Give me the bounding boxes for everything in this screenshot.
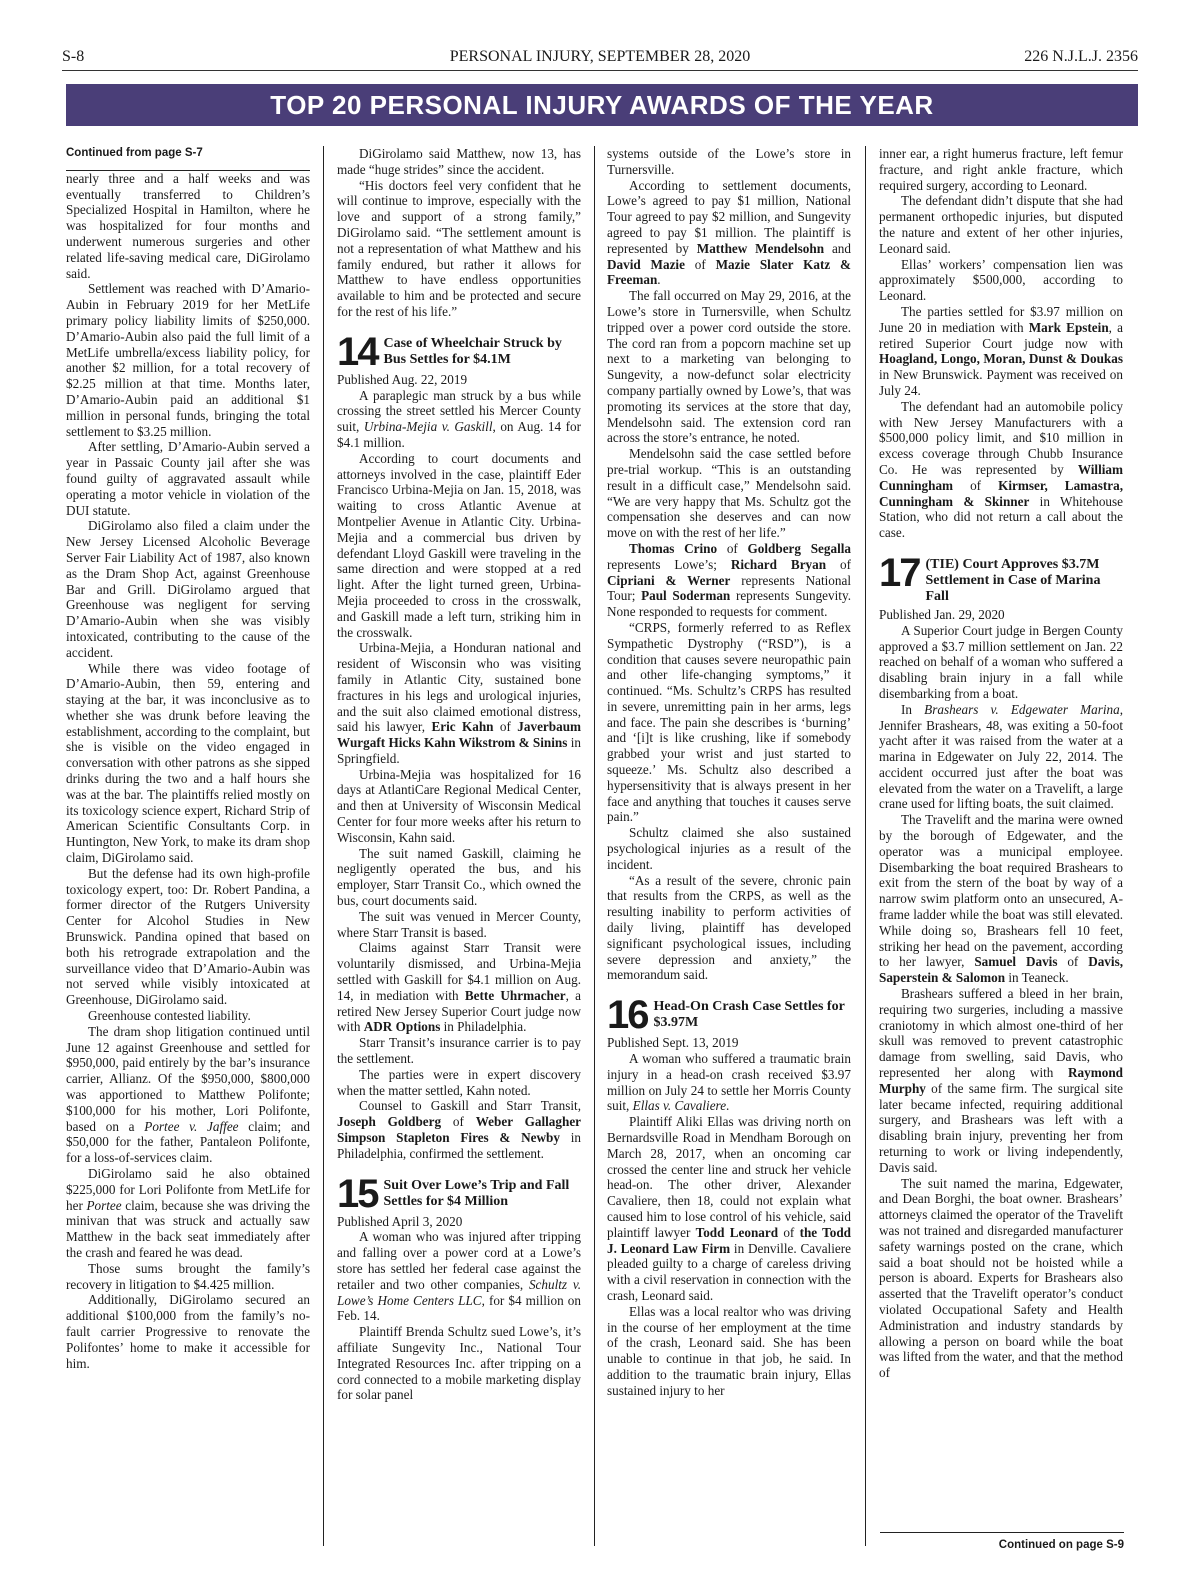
case-name: Schultz v. Lowe’s Home Centers LLC: [337, 1276, 581, 1308]
text-run: The dram shop litigation continued until June 12 against Greenhouse and settled for $950,000, paid entirely by the bar’s insurance carrier, Allianz. Of the $950,000, $800,000 was apportioned to Matthew Polifonte; $100,000 for his mother, Lori Polifonte, based on a: [66, 1023, 310, 1134]
mediator-name: Mark Epstein: [1028, 319, 1109, 335]
text-run: Plaintiff Aliki Ellas was driving north on Bernardsville Road in Mendham Borough on March 28, 2017, when an oncoming car crossed the center line and struck her vehicle head-on. The other driver, Alexander Cavaliere, then 18, could not explain what caused him to lose control of his vehicle, said plaintiff lawyer: [607, 1114, 851, 1240]
firm-name: ADR Options: [363, 1019, 441, 1035]
law-firm: the Todd J. Leonard Law Firm: [607, 1224, 851, 1256]
column-divider: [594, 146, 595, 1546]
paragraph: systems outside of the Lowe’s store in Turnersville.: [607, 146, 851, 177]
paragraph: The suit named Gaskill, claiming he negligently operated the bus, and his employer, Starr Transit Co., which owned the bus, court documents said.: [337, 845, 581, 909]
paragraph: After settling, D’Amario-Aubin served a year in Passaic County jail after she was found guilty of aggravated assault while operating a motor vehicle in violation of the DUI statute.: [66, 439, 310, 518]
text-run: Claims against Starr Transit were voluntarily dismissed, and Urbina-Mejia settled with Gaskill for $4.1 million on Aug. 14, in mediation with: [337, 940, 581, 1003]
paragraph: “His doctors feel very confident that he will continue to improve, especially with the love and support of a strong family,” DiGirolamo said. “The settlement amount is not a representation of what Matthew and his family endured, but rather it allows for Matthew to have endless opportunities available to him and be protected and secure for the rest of his life.”: [337, 177, 581, 319]
case-name: Brashears v. Edgewater Marina: [924, 701, 1120, 717]
paragraph: DiGirolamo said Matthew, now 13, has made “huge strides” since the accident.: [337, 146, 581, 177]
rank-number: 16: [607, 993, 648, 1038]
law-firm: Mazie Slater Katz & Freeman: [607, 256, 851, 288]
text-run: Counsel to Gaskill and Starr Transit,: [359, 1098, 581, 1114]
text-run: DiGirolamo said he also obtained $225,000 for Lori Polifonte from MetLife for her: [66, 1166, 310, 1213]
article-column-1: [66, 146, 310, 1546]
paragraph: The suit was venued in Mercer County, where Starr Transit is based.: [337, 908, 581, 940]
text-run: in Philadelphia.: [443, 1019, 527, 1035]
article-column-2: [337, 146, 581, 1546]
attorney-name: William Cunningham: [879, 461, 1123, 493]
law-firm: Kirmser, Lamastra, Cunningham & Skinner: [879, 477, 1123, 509]
item-16-heading: [607, 993, 851, 1038]
text-run: , on Aug. 14 for $4.1 million.: [337, 419, 581, 450]
rank-number: 14: [337, 329, 378, 374]
paragraph: inner ear, a right humerus fracture, left femur fracture, and right ankle fracture, which required surgery, according to Leonard.: [879, 146, 1123, 193]
published-date: Published Sept. 13, 2019: [607, 1035, 739, 1051]
text-run: in Springfield.: [337, 735, 581, 766]
text-run: represents National Tour;: [607, 572, 851, 604]
article-column-3: [607, 146, 851, 1546]
text-run: of: [840, 556, 851, 572]
headline: Head-On Crash Case Settles for $3.97M: [653, 999, 845, 1031]
attorney-name: Eric Kahn: [431, 719, 494, 735]
published-date: Published April 3, 2020: [337, 1213, 463, 1229]
paragraph: [607, 178, 851, 289]
paragraph: A Superior Court judge in Bergen County approved a $3.7 million settlement on Jan. 22 reached on behalf of a woman who suffered a disabling brain injury in a fall while disembarking from a boat.: [879, 622, 1123, 701]
headline: Case of Wheelchair Struck by Bus Settles for $4.1M: [383, 335, 562, 367]
paragraph: The defendant didn’t dispute that she had permanent orthopedic injuries, but disputed the nature and extent of her other injuries, Leonard said.: [879, 193, 1123, 256]
paragraph: [337, 640, 581, 766]
attorney-name: Joseph Goldberg: [337, 1114, 442, 1130]
header-rule: [62, 70, 1138, 71]
text-run: A woman who suffered a traumatic brain injury in a head-on crash received $3.97 million on July 24 to settle her Morris County suit,: [607, 1051, 851, 1114]
paragraph: According to court documents and attorneys involved in the case, plaintiff Eder Francisco Urbina-Mejia on Jan. 15, 2018, was waiting to cross Atlantic Avenue at Montpelier Avenue in Atlantic City. Urbina-Mejia and a commercial bus driven by defendant Lloyd Gaskill were traveling in the same direction and were stopped at a red light. After the light turned green, Urbina-Mejia proceeded to cross in the crosswalk, and Gaskill made a left turn, striking him in the crosswalk.: [337, 450, 581, 640]
headline: (TIE) Court Approves $3.7M Settlement in Case of Marina Fall: [925, 556, 1101, 604]
paragraph: [879, 812, 1123, 986]
item-17-heading: [879, 550, 1123, 605]
law-firm: Javerbaum Wurgaft Hicks Kahn Wikstrom & Sinins: [337, 719, 581, 751]
citation: 226 N.J.L.J. 2356: [1024, 48, 1138, 65]
law-firm: Goldberg Segalla: [747, 540, 851, 556]
paragraph: [879, 702, 1123, 813]
case-name: Portee v. Jaffee: [144, 1118, 239, 1134]
text-run: A paraplegic man struck by a bus while crossing the street settled his Mercer County suit,: [337, 387, 581, 435]
text-run: of: [970, 477, 982, 493]
paragraph: [337, 1098, 581, 1161]
paragraph: Settlement was reached with D’Amario-Aubin in February 2019 for her MetLife primary policy liability limits of $250,000. D’Amario-Aubin also paid the full limit of a MetLife umbrella/excess liability policy, for another $2 million, for a total recovery of $2.25 million at that time. Months later, D’Amario-Aubin paid an additional $1 million in personal funds, bringing the total settlement to $3.25 million.: [66, 281, 310, 439]
paragraph: The suit named the marina, Edgewater, and Dean Borghi, the boat owner. Brashears’ attorneys claimed the operator of the Travelift was not trained and disregarded manufacturer safety warnings posted on the crane, which said a boat should not be hoisted while a person is aboard. Experts for Brashears also asserted that the Travelift operator’s conduct violated Occupational Safety and Health Administration and industry standards by allowing a person on board while the boat was lifted from the water, and that the method of: [879, 1175, 1123, 1381]
law-firm: Weber Gallagher Simpson Stapleton Fires & Newby: [337, 1114, 581, 1146]
section-banner: TOP 20 PERSONAL INJURY AWARDS OF THE YEAR: [66, 84, 1138, 126]
text-run: in Denville. Cavaliere pleaded guilty to a charge of careless driving with a civil reservation in connection with the crash, Leonard said.: [607, 1240, 851, 1303]
paragraph: The fall occurred on May 29, 2016, at the Lowe’s store in Turnersville, when Schultz tripped over a power cord outside the store. The cord ran from a popcorn machine set up next to a marketing van belonging to Sungevity, a now-defunct solar electricity company partially owned by Lowe’s, that was promoting its services at the store that day, Mendelsohn said. The extension cord ran across the store’s entrance, he noted.: [607, 288, 851, 446]
paragraph: [66, 1166, 310, 1261]
paragraph: nearly three and a half weeks and was eventually transferred to Children’s Specialized Hospital in Hamilton, where he was hospitalized for four months and underwent numerous surgeries and other related life-saving medical care, DiGirolamo said.: [66, 170, 310, 281]
case-name: Portee: [86, 1197, 122, 1213]
paragraph: [337, 940, 581, 1035]
item-14-heading: [337, 329, 581, 374]
text-run: The parties settled for $3.97 million on June 20 in mediation with: [879, 303, 1123, 335]
item-15-heading: [337, 1171, 581, 1216]
paragraph: While there was video footage of D’Amario-Aubin, then 59, entering and staying at the bar, it was inconclusive as to whether she was drunk before leaving the establishment, according to the complaint, but she is visible on the video engaged in conversation with other patrons as she sipped drinks during the two and a half hours she was at the bar. The plaintiffs relied mostly on its toxicology science expert, Richard Strip of American Scientific Consultants Corp. in Huntington, New York, to make its dram shop claim, DiGirolamo said.: [66, 660, 310, 866]
attorney-name: Samuel Davis: [974, 954, 1058, 970]
section-title: PERSONAL INJURY, SEPTEMBER 28, 2020: [449, 48, 751, 65]
headline: Suit Over Lowe’s Trip and Fall Settles for $4 Million: [383, 1177, 570, 1209]
paragraph: [607, 541, 851, 620]
law-firm: Hoagland, Longo, Moran, Dunst & Doukas: [879, 351, 1123, 367]
paragraph: Ellas was a local realtor who was driving in the course of her employment at the time of the crash, Leonard said. She has been unable to continue in that job, he said. In addition to the traumatic brain injury, Ellas sustained injury to her: [607, 1303, 851, 1398]
text-run: and: [831, 240, 851, 256]
text-run: , a retired Superior Court judge now with: [879, 319, 1123, 351]
attorney-name: Paul Soderman: [641, 588, 731, 604]
law-firm: Davis, Saperstein & Salomon: [879, 954, 1123, 986]
text-run: of: [726, 540, 738, 556]
attorney-name: David Mazie: [607, 256, 685, 272]
paragraph: Plaintiff Brenda Schultz sued Lowe’s, it’s affiliate Sungevity Inc., National Tour Integrated Resources Inc. after tripping on a cord connected to a mobile marketing display for solar panel: [337, 1324, 581, 1403]
text-run: in Teaneck.: [1008, 970, 1069, 986]
paragraph: [879, 304, 1123, 399]
text-run: According to settlement documents, Lowe’s agreed to pay $1 million, National Tour agreed to pay $2 million, and Sungevity agreed to pay $1 million. The plaintiff is represented by: [607, 177, 851, 256]
published-date: Published Aug. 22, 2019: [337, 371, 468, 387]
text-run: in Philadelphia, confirmed the settlement.: [337, 1130, 581, 1161]
law-firm: Cipriani & Werner: [607, 572, 731, 588]
case-name: Urbina-Mejia v. Gaskill: [363, 419, 493, 435]
column-divider: [865, 146, 866, 1546]
published-date: Published Jan. 29, 2020: [879, 606, 1005, 622]
page-number: S-8: [62, 48, 85, 65]
page-folio: [62, 48, 1138, 70]
attorney-name: Todd Leonard: [695, 1224, 779, 1240]
text-run: .: [726, 1098, 730, 1114]
text-run: , a retired New Jersey Superior Court judge now with: [337, 987, 581, 1035]
paragraph: Those sums brought the family’s recovery in litigation to $4.425 million.: [66, 1260, 310, 1292]
text-run: Urbina-Mejia, a Honduran national and resident of Wisconsin who was visiting family in Atlantic City, sustained bone fractures in his legs and urological injuries, and the suit also claimed emotional distress, said his lawyer,: [337, 640, 581, 735]
paragraph: [607, 1114, 851, 1304]
paragraph: Ellas’ workers’ compensation lien was approximately $500,000, according to Leonard.: [879, 256, 1123, 304]
text-run: represents Sungevity. None responded to requests for comment.: [607, 588, 851, 620]
case-name: Ellas v. Cavaliere: [632, 1098, 727, 1114]
paragraph: Mendelsohn said the case settled before pre-trial workup. “This is an outstanding result in a difficult case,” Mendelsohn said. “We are very happy that Ms. Schultz got the compensation she deserves and can now move on with the rest of her life.”: [607, 446, 851, 541]
paragraph: [337, 1229, 581, 1324]
paragraph: [337, 388, 581, 451]
attorney-name: Raymond Murphy: [879, 1065, 1123, 1096]
text-run: The Travelift and the marina were owned by the borough of Edgewater, and the operator was a municipal employee. Disembarking the boat required Brashears to exit from the stern of the boat by way of a narrow swim platform onto an unsecured, A-frame ladder while the boat was still elevated. While doing so, Brashears fell 10 feet, striking her head on the pavement, according to her lawyer,: [879, 812, 1123, 970]
text-run: A woman who was injured after tripping and falling over a power cord at a Lowe’s store has settled her federal case against the retailer and two other companies,: [337, 1229, 581, 1292]
rank-number: 17: [879, 550, 920, 595]
text-run: The defendant had an automobile policy with New Jersey Manufacturers with a $500,000 policy limit, and $10 million in excess coverage through Chubb Insurance Co. He was represented by: [879, 398, 1123, 477]
text-run: .: [657, 272, 661, 288]
paragraph: [607, 1051, 851, 1114]
text-run: of the same firm. The surgical site later became infected, requiring additional surgery, and Brashears was left with a disabling brain injury, preventing her from returning to work or living independently, Davis said.: [879, 1080, 1123, 1175]
text-run: of: [783, 1224, 795, 1240]
text-run: represents Lowe’s;: [607, 556, 717, 572]
text-run: claim; and $50,000 for the father, Pantaleon Polifonte, for a loss-of-services claim.: [66, 1118, 310, 1166]
continued-from-label: Continued from page S-7: [66, 146, 310, 171]
attorney-name: Thomas Crino: [629, 540, 718, 556]
continued-on-label: Continued on page S-9: [880, 1532, 1124, 1551]
article-column-4: [879, 146, 1123, 1546]
text-run: of: [452, 1114, 464, 1130]
paragraph: Urbina-Mejia was hospitalized for 16 days at AtlantiCare Regional Medical Center, and then at University of Wisconsin Medical Center for four more weeks after his return to Wisconsin, Kahn said.: [337, 766, 581, 845]
paragraph: Additionally, DiGirolamo secured an additional $100,000 from the family’s no-fault carrier Progressive to renovate the Polifontes’ home to make it accessible for him.: [66, 1292, 310, 1371]
rank-number: 15: [337, 1171, 378, 1216]
paragraph: Greenhouse contested liability.: [88, 1008, 251, 1024]
text-run: Brashears suffered a bleed in her brain, requiring two surgeries, including a massive craniotomy in which almost one-third of her skull was removed to prevent catastrophic damage from swelling, said Davis, who represented her along with: [879, 986, 1123, 1081]
paragraph: “As a result of the severe, chronic pain that results from the CRPS, as well as the resulting inability to perform activities of daily living, plaintiff has developed significant psychological issues, including severe depression and anxiety,” the memorandum said.: [607, 872, 851, 983]
text-run: In: [901, 701, 912, 717]
paragraph: DiGirolamo also filed a claim under the New Jersey Licensed Alcoholic Beverage Server Fair Liability Act of 1987, also known as the Dram Shop Act, against Greenhouse Bar and Grill. DiGirolamo argued that Greenhouse was negligent for serving D’Amario-Aubin when she was visibly intoxicated, contributing to the cause of the accident.: [66, 518, 310, 660]
text-run: in Whitehouse Station, who did not return a call about the case.: [879, 493, 1123, 541]
text-run: claim, because she was driving the minivan that was struck and actually saw Matthew in the back seat immediately after the crash and feared he was dead.: [66, 1197, 310, 1260]
paragraph: [879, 986, 1123, 1176]
paragraph: [66, 1024, 310, 1166]
text-run: of: [499, 719, 511, 735]
column-divider: [323, 146, 324, 1546]
mediator-name: Bette Uhrmacher: [464, 987, 566, 1003]
text-run: of: [1067, 954, 1079, 970]
text-run: of: [694, 256, 706, 272]
text-run: in New Brunswick. Payment was received on July 24.: [879, 367, 1123, 398]
text-run: , Jennifer Brashears, 48, was exiting a 50-foot yacht after it was raised from the water at a marina in Edgewater on July 22, 2014. The accident occurred just after the boat was elevated from the water on a Travelift, a large crane used for lifting boats, the suit claimed.: [879, 701, 1123, 812]
attorney-name: Matthew Mendelsohn: [696, 240, 825, 256]
paragraph: Schultz claimed she also sustained psychological injuries as a result of the incident.: [607, 825, 851, 872]
attorney-name: Richard Bryan: [730, 556, 827, 572]
text-run: , for $4 million on Feb. 14.: [337, 1292, 581, 1324]
paragraph: [879, 399, 1123, 541]
paragraph: “CRPS, formerly referred to as Reflex Sympathetic Dystrophy (“RSD”), is a condition that causes severe neuropathic pain and other life-changing symptoms,” it continued. “Ms. Schultz’s CRPS has resulted in severe, unremitting pain in her arms, legs and face. The pain she describes is ‘burning’ and ‘[i]t is like crushing, like if somebody grabbed your wrist and just started to squeeze.’ Ms. Schultz also described a hypersensitivity that is always present in her face and anything that touches it causes serve pain.”: [607, 619, 851, 825]
paragraph: Starr Transit’s insurance carrier is to pay the settlement.: [337, 1035, 581, 1067]
paragraph: But the defense had its own high-profile toxicology expert, too: Dr. Robert Pandina, a former director of the Rutgers University Center for Alcohol Studies in New Brunswick. Pandina opined that based on both his retrograde extrapolation and the surveillance video that D’Amario-Aubin was not served while visibly intoxicated at Greenhouse, DiGirolamo said.: [66, 865, 310, 1008]
paragraph: The parties were in expert discovery when the matter settled, Kahn noted.: [337, 1066, 581, 1098]
